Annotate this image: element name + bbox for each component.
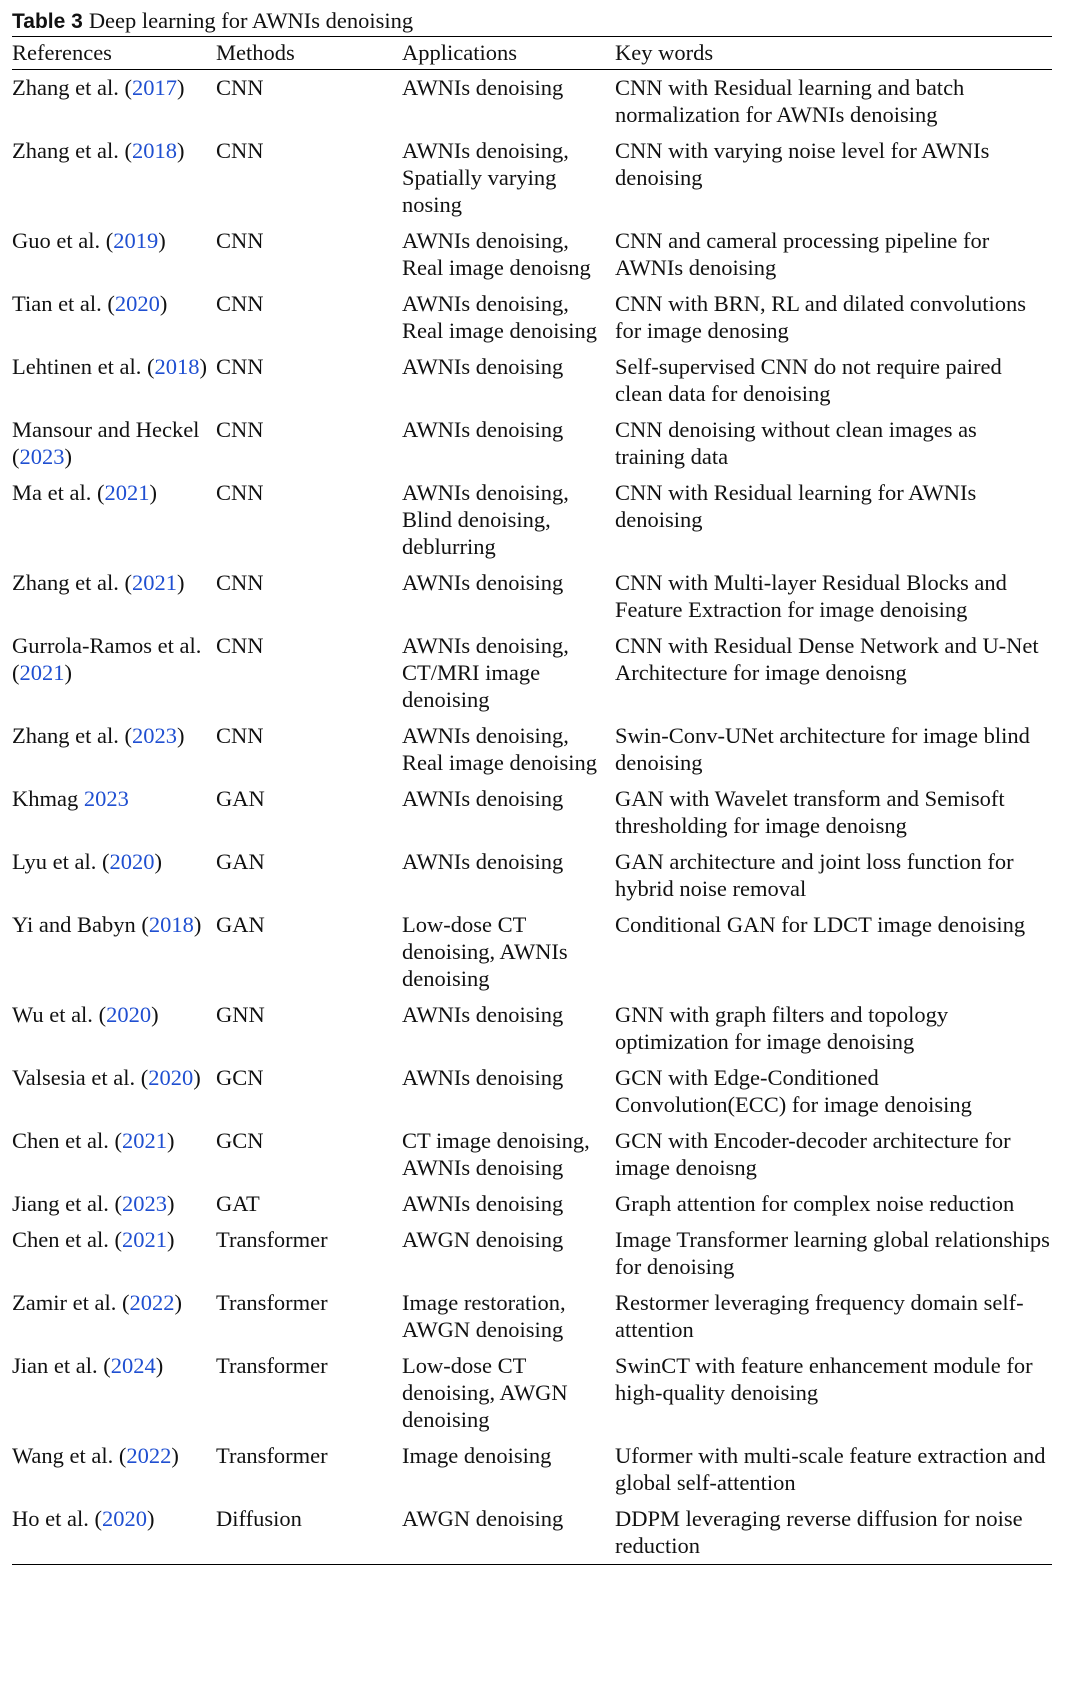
reference-authors: Ma et al. — [12, 480, 92, 505]
cell-reference: Zhang et al. (2018) — [12, 138, 185, 163]
cell-reference: Zamir et al. (2022) — [12, 1290, 182, 1315]
citation-year-link[interactable]: 2021 — [121, 1128, 167, 1153]
citation-year-link[interactable]: 2018 — [131, 138, 177, 163]
table-row — [12, 844, 1052, 907]
table-row — [12, 475, 1052, 565]
cell-keywords: CNN and cameral processing pipeline for AWNIs denoising — [615, 228, 990, 280]
cell-application: AWNIs denoising — [402, 1002, 564, 1027]
cell-reference: Jian et al. (2024) — [12, 1353, 164, 1378]
cell-keywords: CNN with Residual learning for AWNIs denoising — [615, 480, 977, 532]
table-row — [12, 1060, 1052, 1123]
citation-year-link[interactable]: 2021 — [19, 660, 65, 685]
citation-year-link[interactable]: 2023 — [83, 786, 129, 811]
cell-method: CNN — [216, 228, 264, 253]
table-row — [12, 349, 1052, 412]
reference-authors: Zhang et al. — [12, 570, 119, 595]
table-row — [12, 1222, 1052, 1285]
cell-method: CNN — [216, 417, 264, 442]
cell-keywords: CNN with BRN, RL and dilated convolutions for image denosing — [615, 291, 1027, 343]
cell-method: Diffusion — [216, 1506, 302, 1531]
reference-authors: Chen et al. — [12, 1128, 109, 1153]
cell-keywords: CNN denoising without clean images as training data — [615, 417, 977, 469]
cell-reference: Ma et al. (2021) — [12, 480, 157, 505]
citation-year-link[interactable]: 2021 — [131, 570, 177, 595]
table-row — [12, 1348, 1052, 1438]
reference-authors: Mansour and Heckel — [12, 417, 200, 442]
citation-year-link[interactable]: 2022 — [129, 1290, 175, 1315]
cell-application: AWNIs denoising — [402, 849, 564, 874]
citation-year-link[interactable]: 2019 — [113, 228, 159, 253]
cell-keywords: Image Transformer learning global relationships for denoising — [615, 1227, 1050, 1279]
citation-year-link[interactable]: 2021 — [121, 1227, 167, 1252]
cell-reference: Mansour and Heckel (2023) — [12, 417, 200, 469]
reference-authors: Zhang et al. — [12, 723, 119, 748]
cell-application: AWNIs denoising — [402, 1191, 564, 1216]
cell-application: AWNIs denoising — [402, 75, 564, 100]
cell-application: AWNIs denoising — [402, 786, 564, 811]
header-row — [12, 37, 1052, 70]
cell-keywords: GCN with Edge-Conditioned Convolution(ECC) for image denoising — [615, 1065, 972, 1117]
cell-keywords: GCN with Encoder-decoder architecture for image denoisng — [615, 1128, 1011, 1180]
citation-year-link[interactable]: 2020 — [114, 291, 160, 316]
cell-method: GCN — [216, 1065, 264, 1090]
cell-keywords: Self-supervised CNN do not require paired clean data for denoising — [615, 354, 1002, 406]
cell-method: CNN — [216, 75, 264, 100]
citation-year-link[interactable]: 2023 — [121, 1191, 167, 1216]
table-row — [12, 1501, 1052, 1565]
header-methods: Methods — [216, 40, 295, 65]
cell-reference: Lehtinen et al. (2018) — [12, 354, 207, 379]
cell-reference: Chen et al. (2021) — [12, 1128, 175, 1153]
reference-authors: Wang et al. — [12, 1443, 114, 1468]
reference-authors: Yi and Babyn — [12, 912, 136, 937]
table-row — [12, 286, 1052, 349]
cell-method: CNN — [216, 633, 264, 658]
cell-application: AWNIs denoising — [402, 570, 564, 595]
citation-year-link[interactable]: 2020 — [101, 1506, 147, 1531]
citation-year-link[interactable]: 2020 — [109, 849, 155, 874]
cell-reference: Yi and Babyn (2018) — [12, 912, 202, 937]
cell-keywords: CNN with Multi-layer Residual Blocks and Feature Extraction for image denoising — [615, 570, 1007, 622]
cell-keywords: Uformer with multi-scale feature extraction and global self-attention — [615, 1443, 1046, 1495]
cell-reference: Zhang et al. (2021) — [12, 570, 185, 595]
reference-authors: Ho et al. — [12, 1506, 89, 1531]
reference-authors: Tian et al. — [12, 291, 102, 316]
cell-keywords: CNN with Residual learning and batch normalization for AWNIs denoising — [615, 75, 965, 127]
cell-method: Transformer — [216, 1227, 328, 1252]
reference-authors: Jiang et al. — [12, 1191, 109, 1216]
table-row — [12, 1123, 1052, 1186]
cell-method: GCN — [216, 1128, 264, 1153]
table-row — [12, 70, 1052, 134]
cell-application: AWGN denoising — [402, 1227, 564, 1252]
reference-authors: Lyu et al. — [12, 849, 97, 874]
table-row — [12, 997, 1052, 1060]
cell-reference: Valsesia et al. (2020) — [12, 1065, 201, 1090]
cell-application: Image restoration, AWGN denoising — [402, 1290, 566, 1342]
cell-reference: Tian et al. (2020) — [12, 291, 168, 316]
cell-keywords: Restormer leveraging frequency domain self-attention — [615, 1290, 1024, 1342]
cell-application: AWNIs denoising, CT/MRI image denoising — [402, 633, 569, 712]
cell-keywords: GAN architecture and joint loss function for hybrid noise removal — [615, 849, 1014, 901]
table-row — [12, 718, 1052, 781]
cell-reference: Jiang et al. (2023) — [12, 1191, 175, 1216]
cell-application: AWGN denoising — [402, 1506, 564, 1531]
cell-method: Transformer — [216, 1290, 328, 1315]
cell-application: AWNIs denoising, Real image denoising — [402, 723, 597, 775]
cell-method: GAT — [216, 1191, 260, 1216]
table-row — [12, 412, 1052, 475]
cell-application: AWNIs denoising, Real image denoising — [402, 291, 597, 343]
citation-year-link[interactable]: 2022 — [126, 1443, 172, 1468]
table-body — [12, 70, 1052, 1565]
cell-reference — [12, 781, 216, 844]
table-row — [12, 565, 1052, 628]
citation-year-link[interactable]: 2017 — [131, 75, 177, 100]
cell-reference: Chen et al. (2021) — [12, 1227, 175, 1252]
table-row — [12, 1438, 1052, 1501]
reference-authors: Chen et al. — [12, 1227, 109, 1252]
table-row — [12, 133, 1052, 223]
cell-reference: Zhang et al. (2023) — [12, 723, 185, 748]
cell-keywords: Swin-Conv-UNet architecture for image blind denoising — [615, 723, 1030, 775]
citation-year-link[interactable]: 2020 — [148, 1065, 194, 1090]
cell-keywords: GAN with Wavelet transform and Semisoft thresholding for image denoisng — [615, 786, 1005, 838]
header-references: References — [12, 40, 112, 65]
cell-reference: Ho et al. (2020) — [12, 1506, 155, 1531]
cell-application: Low-dose CT denoising, AWNIs denoising — [402, 912, 568, 991]
reference-authors: Lehtinen et al. — [12, 354, 142, 379]
citation-year-link[interactable]: 2021 — [104, 480, 150, 505]
cell-method: CNN — [216, 723, 264, 748]
cell-method: GNN — [216, 1002, 265, 1027]
reference-authors: Valsesia et al. — [12, 1065, 136, 1090]
cell-keywords: GNN with graph filters and topology optimization for image denoising — [615, 1002, 949, 1054]
cell-application: Image denoising — [402, 1443, 552, 1468]
cell-reference: Zhang et al. (2017) — [12, 75, 185, 100]
table-container — [12, 6, 1052, 1565]
reference-authors: Zhang et al. — [12, 75, 119, 100]
cell-application: Low-dose CT denoising, AWGN denoising — [402, 1353, 568, 1432]
data-table — [12, 36, 1052, 1565]
cell-application: AWNIs denoising — [402, 417, 564, 442]
cell-method: CNN — [216, 291, 264, 316]
citation-year-link[interactable]: 2023 — [19, 444, 65, 469]
cell-reference: Wu et al. (2020) — [12, 1002, 159, 1027]
cell-reference: Wang et al. (2022) — [12, 1443, 179, 1468]
header-applications: Applications — [402, 40, 517, 65]
cell-application: CT image denoising, AWNIs denoising — [402, 1128, 590, 1180]
citation-year-link[interactable]: 2020 — [106, 1002, 152, 1027]
cell-application: AWNIs denoising — [402, 1065, 564, 1090]
cell-method: CNN — [216, 480, 264, 505]
cell-method: CNN — [216, 570, 264, 595]
reference-authors: Zhang et al. — [12, 138, 119, 163]
header-keywords: Key words — [615, 40, 714, 65]
citation-year-link[interactable]: 2018 — [148, 912, 194, 937]
citation-year-link[interactable]: 2018 — [154, 354, 200, 379]
table-row — [12, 628, 1052, 718]
table-caption — [12, 6, 1052, 36]
cell-keywords: SwinCT with feature enhancement module for high-quality denoising — [615, 1353, 1033, 1405]
reference-authors: Gurrola-Ramos et al. — [12, 633, 202, 658]
cell-application: AWNIs denoising — [402, 354, 564, 379]
cell-method: CNN — [216, 138, 264, 163]
cell-application: AWNIs denoising, Real image denoisng — [402, 228, 591, 280]
reference-authors: Guo et al. — [12, 228, 101, 253]
table-row — [12, 223, 1052, 286]
cell-method: Transformer — [216, 1353, 328, 1378]
cell-method: Transformer — [216, 1443, 328, 1468]
cell-application: AWNIs denoising, Blind denoising, deblurring — [402, 480, 569, 559]
reference-authors: Khmag — [12, 786, 79, 811]
cell-keywords: CNN with Residual Dense Network and U-Net Architecture for image denoisng — [615, 633, 1039, 685]
reference-authors: Jian et al. — [12, 1353, 98, 1378]
table-row — [12, 1285, 1052, 1348]
reference-authors: Wu et al. — [12, 1002, 93, 1027]
table-title: Deep learning for AWNIs denoising — [88, 8, 414, 33]
table-row — [12, 781, 1052, 844]
citation-year-link[interactable]: 2024 — [110, 1353, 156, 1378]
cell-method: GAN — [216, 786, 265, 811]
cell-reference: Lyu et al. (2020) — [12, 849, 162, 874]
cell-method: CNN — [216, 354, 264, 379]
reference-authors: Zamir et al. — [12, 1290, 117, 1315]
table-row — [12, 1186, 1052, 1222]
cell-keywords: Conditional GAN for LDCT image denoising — [615, 912, 1026, 937]
cell-reference: Gurrola-Ramos et al. (2021) — [12, 633, 202, 685]
cell-method: GAN — [216, 849, 265, 874]
cell-method: GAN — [216, 912, 265, 937]
citation-year-link[interactable]: 2023 — [131, 723, 177, 748]
cell-keywords: Graph attention for complex noise reduction — [615, 1191, 1015, 1216]
table-row — [12, 907, 1052, 997]
cell-keywords: DDPM leveraging reverse diffusion for noise reduction — [615, 1506, 1023, 1558]
cell-keywords: CNN with varying noise level for AWNIs denoising — [615, 138, 990, 190]
cell-application: AWNIs denoising, Spatially varying nosing — [402, 138, 569, 217]
table-label: Table 3 — [12, 10, 83, 33]
cell-reference: Guo et al. (2019) — [12, 228, 166, 253]
